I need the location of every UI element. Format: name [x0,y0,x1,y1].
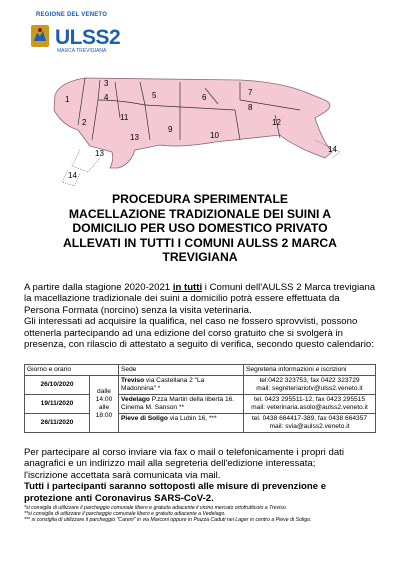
course-schedule-table [24,364,376,433]
cut-label: 1 [65,95,70,104]
intro-text-span: i Comuni dell'AULSS 2 Marca trevigiana la macellazione tradizionale dei suini a domicilio potrà essere effettuata da Persona Formata (norcino) senza la visita veterinaria. [24,282,376,316]
title-line: PROCEDURA SPERIMENTALE [111,192,289,206]
location-name: Treviso [121,377,145,384]
cut-label: 5 [152,91,157,100]
cut-label: 14 [328,145,337,154]
enrollment-text [24,447,376,504]
covid-notice: Tutti i partecipanti saranno sottoposti alle misure di prevenzione e protezione anti Coronavirus SARS-CoV-2. [24,481,327,504]
title-line: TREVIGIANA [162,250,238,265]
secretariat-mail[interactable]: mail: segreteriariotv@ulss2.veneto.it [256,385,363,392]
cut-label: 7 [248,88,253,97]
table-row [25,414,376,433]
document-title [20,192,380,265]
table-header-row [25,365,376,376]
row-location [119,414,244,433]
secretariat-mail[interactable]: mail: svia@aulss2.veneto.it [269,423,350,430]
row-time: dalle 14:00 alle 18:00 [90,376,119,433]
cut-label: 9 [168,125,173,134]
location-address: via Castellana 2 "La Madonnina" * [121,377,205,392]
title-line: ALLEVATI IN TUTTI I COMUNI AULSS 2 MARCA [63,235,337,250]
header-secretariat: Segreteria informazioni e iscrizioni [244,365,376,376]
secretariat-phone: tel. 0423 295511-12, fax 0423 295515 [254,396,365,403]
row-secretariat [244,414,376,433]
cut-label: 8 [248,103,253,112]
region-name: REGIONE DEL VENETO [36,12,108,18]
cut-label: 14 [68,171,77,180]
enrollment-confirmation: l'iscrizione accettata sarà comunicata via mail. [24,469,221,481]
cut-label: 6 [202,93,207,102]
cut-label: 2 [82,118,87,127]
ulss-logo-header [30,10,180,60]
header-date: Giorno e orario [25,365,119,376]
intro-paragraph-1 [24,282,376,316]
row-secretariat [244,376,376,395]
secretariat-phone: tel:0422 323753, fax 0422 323729 [259,377,360,384]
cut-label: 11 [120,113,129,122]
location-address: P.zza Martiri della libertà 16. Cinema M. Sanson ** [121,396,235,411]
cut-label: 10 [210,131,219,140]
row-location [119,395,244,414]
header-location: Sede [119,365,244,376]
table-row [25,395,376,414]
in-tutti-emphasis: in tutti [172,282,203,293]
footnote: *si consiglia di utilizzare il parcheggio comunale libero e gratuito adiacente il vicino mercato ortofrutticolo a Treviso. [24,505,288,511]
location-name: Vedelago [121,396,150,403]
enrollment-paragraph: Per partecipare al corso inviare via fax o mail o telefonicamente i propri dati anagrafici e un indirizzo mail alla segreteria dell'edizione interessata; [24,447,344,470]
brand-name: ULSS2 [55,26,121,49]
footnote: *** si consiglia di utilizzare il parcheggio "Careni" in via Marconi oppure in Piazza Caduti nei Lager in centro a Pieve di Soligo. [24,517,312,524]
parking-footnotes [24,505,376,524]
cut-label: 13 [95,149,104,158]
row-date: 19/11/2020 [25,395,90,414]
location-name: Pieve di Soligo [121,415,168,422]
title-line: DOMICILIO PER USO DOMESTICO PRIVATO [72,221,328,236]
secretariat-phone: tel. 0438 664417-389, fax 0438 664357 [251,415,368,422]
location-address: via Lubin 16, *** [167,415,217,422]
table-row [25,376,376,395]
intro-text-span: A partire dalla stagione 2020-2021 [24,282,173,293]
footnote: **si consiglia di utilizzare il parcheggio comunale libero e gratuito adiacente a Vedelago. [24,511,226,518]
cut-label: 3 [104,79,109,88]
intro-text [24,282,376,350]
row-location [119,376,244,395]
brand-subtitle: MARCA TREVIGIANA [57,48,107,54]
row-date: 26/11/2020 [25,414,90,433]
cut-label: 4 [104,93,109,102]
title-line: MACELLAZIONE TRADIZIONALE DEI SUINI A [68,206,332,221]
row-date: 26/10/2020 [25,376,90,395]
cut-label: 12 [272,118,281,127]
veneto-lion-logo-icon [30,24,50,48]
intro-paragraph-2: Gli interessati ad acquisire la qualifica, nel caso ne fossero sprovvisti, possono ottenerla partecipando ad una edizione del corso gratuito che si svolgerà in presenza, con rilascio di attestato a seguito di verifica, secondo questo calendario: [24,316,374,351]
cut-label: 13 [130,133,139,142]
secretariat-mail[interactable]: mail: veterinaria.asolo@aulss2.veneto.it [251,404,368,411]
row-secretariat [244,395,376,414]
pork-cuts-diagram [40,70,360,190]
